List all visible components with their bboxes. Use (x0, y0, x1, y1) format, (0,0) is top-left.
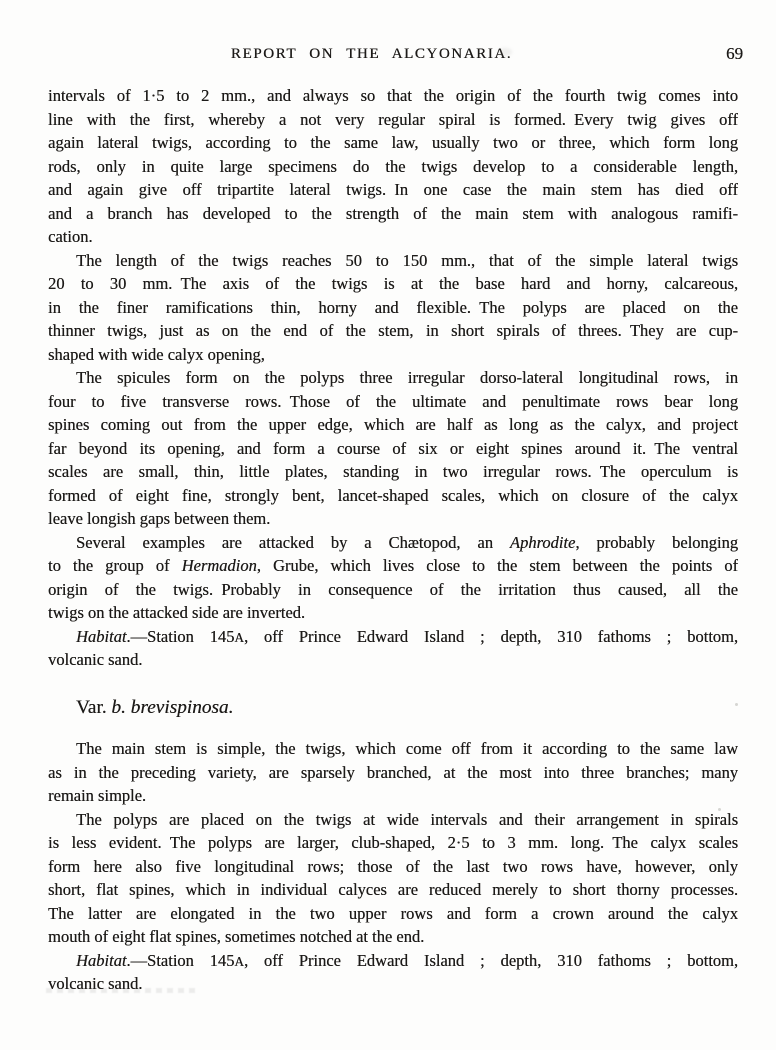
text-line (48, 272, 738, 296)
text-line (48, 625, 738, 649)
text-segment: leave longish gaps between them. (48, 509, 271, 528)
text-line (48, 249, 738, 273)
text-segment: A (234, 629, 244, 645)
text-line (48, 578, 738, 602)
paragraph (48, 531, 738, 625)
text-segment: Habitat (76, 626, 127, 646)
text-segment: rods, only in quite large specimens do the twigs develop to a considerable length, (48, 156, 738, 176)
text-segment: , off Prince Edward Island ; depth, 310 fathoms ; bottom, (243, 626, 738, 646)
section-heading (48, 696, 738, 720)
text-line (48, 737, 738, 761)
text-line (48, 972, 738, 996)
text-segment: shaped with wide calyx opening, (48, 344, 265, 364)
running-head (48, 46, 743, 68)
text-line (48, 554, 738, 578)
text-line (48, 925, 738, 949)
text-segment: and a branch has developed to the strength of the main stem with analogous ramifi- (48, 203, 738, 223)
text-segment: twigs on the attacked side are inverted. (48, 603, 306, 622)
text-line (48, 808, 738, 832)
text-line (48, 225, 738, 249)
text-line (48, 507, 738, 531)
text-segment: b. brevispinosa. (111, 696, 234, 718)
page-body (48, 84, 738, 996)
text-line (48, 296, 738, 320)
text-segment: intervals of 1·5 to 2 mm., and always so that the origin of the fourth twig comes into (48, 86, 738, 105)
text-line (48, 108, 738, 132)
text-segment: again lateral twigs, according to the same law, usually two or three, which form long (48, 133, 738, 152)
text-line (48, 484, 738, 508)
paragraph (48, 808, 738, 949)
text-line (48, 949, 738, 973)
text-segment: The main stem is simple, the twigs, which come off from it according to the same law (76, 739, 738, 758)
text-segment: formed of eight fine, strongly bent, lancet-shaped scales, which on closure of the calyx (48, 485, 738, 505)
text-segment: remain simple. (48, 786, 147, 805)
text-segment: The length of the twigs reaches 50 to 150 mm., that of the simple lateral twigs (76, 250, 738, 270)
text-segment: as in the preceding variety, are sparsely branched, at the most into three branches; many (48, 762, 738, 782)
text-segment: .—Station 145 (126, 626, 235, 646)
text-segment: Habitat (76, 950, 127, 970)
text-line (48, 878, 738, 902)
text-line (48, 413, 738, 437)
text-segment: to the group of (48, 556, 182, 575)
text-segment: volcanic sand. (48, 974, 143, 993)
text-line (48, 831, 738, 855)
paragraph (48, 366, 738, 531)
text-segment: A (234, 953, 244, 969)
paragraph (48, 84, 738, 249)
text-segment: form here also five longitudinal rows; those of the last two rows have, however, only (48, 856, 738, 876)
text-line (48, 902, 738, 926)
text-line (48, 390, 738, 414)
text-line (48, 437, 738, 461)
text-line (48, 531, 738, 555)
text-segment: short, flat spines, which in individual calyces are reduced merely to short thorny processes. (48, 880, 738, 899)
text-segment: .—Station 145 (126, 950, 235, 970)
text-line (48, 696, 738, 720)
text-segment: four to five transverse rows. Those of the ultimate and penultimate rows bear long (48, 391, 738, 411)
text-segment: volcanic sand. (48, 650, 143, 669)
text-segment: The polyps are placed on the twigs at wide intervals and their arrangement in spirals (76, 809, 738, 829)
text-line (48, 155, 738, 179)
text-line (48, 601, 738, 625)
text-line (48, 84, 738, 108)
text-segment: scales are small, thin, little plates, standing in two irregular rows. The operculum is (48, 462, 738, 481)
text-segment: mouth of eight flat spines, sometimes notched at the end. (48, 927, 425, 946)
paragraph (48, 625, 738, 672)
text-segment: spines coming out from the upper edge, which are half as long as the calyx, and project (48, 415, 738, 434)
text-line (48, 202, 738, 226)
text-segment: cation. (48, 227, 93, 246)
text-segment: origin of the twigs. Probably in consequence of the irritation thus caused, all the (48, 579, 738, 599)
paragraph (48, 737, 738, 808)
text-segment: , probably belonging (575, 532, 738, 552)
running-title: REPORT ON THE ALCYONARIA. (230, 46, 513, 62)
text-segment: is less evident. The polyps are larger, club-shaped, 2·5 to 3 mm. long. The calyx scales (48, 833, 738, 852)
text-line (48, 131, 738, 155)
text-line (48, 366, 738, 390)
text-segment: Aphrodite (509, 532, 576, 552)
text-line (48, 178, 738, 202)
text-segment: far beyond its opening, and form a course of six or eight spines around it. The ventral (48, 438, 738, 458)
text-segment: The latter are elongated in the two upper rows and form a crown around the calyx (48, 903, 738, 923)
text-line (48, 319, 738, 343)
paragraph (48, 249, 738, 367)
text-segment: thinner twigs, just as on the end of the stem, in short spirals of threes. They are cup- (48, 321, 738, 340)
text-segment: Var. (76, 696, 112, 718)
text-line (48, 761, 738, 785)
paragraph (48, 949, 738, 996)
text-segment: Hermadion (181, 556, 257, 575)
text-segment: The spicules form on the polyps three irregular dorso-lateral longitudinal rows, in (76, 368, 738, 387)
text-segment: line with the first, whereby a not very regular spiral is formed. Every twig gives off (48, 109, 738, 129)
text-segment: , off Prince Edward Island ; depth, 310 fathoms ; bottom, (243, 950, 738, 970)
text-line (48, 343, 738, 367)
text-segment: in the finer ramifications thin, horny and flexible. The polyps are placed on the (48, 297, 738, 317)
text-line (48, 648, 738, 672)
text-line (48, 855, 738, 879)
text-segment: and again give off tripartite lateral twigs. In one case the main stem has died off (48, 180, 738, 199)
text-segment: 20 to 30 mm. The axis of the twigs is at the base hard and horny, calcareous, (48, 274, 738, 293)
page-number: 69 (726, 44, 743, 63)
text-line (48, 460, 738, 484)
text-line (48, 784, 738, 808)
text-segment: Several examples are attacked by a Chætopod, an (76, 532, 510, 552)
text-segment: , Grube, which lives close to the stem between the points of (256, 556, 738, 575)
